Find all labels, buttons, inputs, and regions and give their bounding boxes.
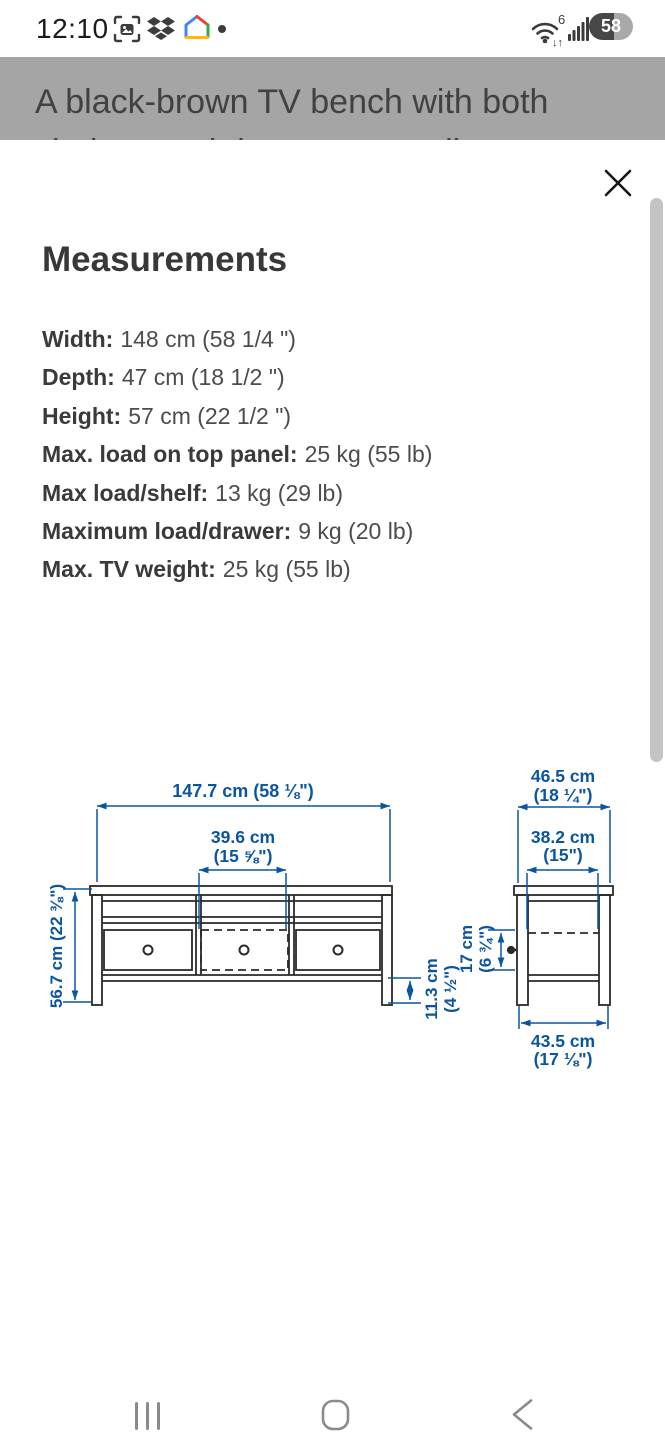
side-drawer-height-label-cm: 17 cm: [457, 924, 476, 974]
spec-value: 13 kg (29 lb): [215, 479, 344, 506]
side-top-depth-label-in: (15"): [543, 845, 583, 865]
spec-value: 25 kg (55 lb): [222, 556, 351, 583]
spec-row-depth: [42, 358, 432, 396]
battery-indicator: 58: [589, 13, 633, 40]
recents-icon: [132, 1401, 163, 1431]
side-base-depth-label-in: (17 ⅛"): [533, 1049, 593, 1069]
spec-label: Max. load on top panel:: [42, 441, 298, 468]
front-leg-clearance-label-in: (4 ½"): [441, 965, 460, 1013]
tv-bench-side-drawing: [508, 886, 613, 1005]
wifi6-icon: [531, 11, 569, 47]
back-icon: [507, 1398, 534, 1431]
svg-text:6: 6: [558, 12, 566, 27]
spec-label: Depth:: [42, 364, 115, 391]
front-overall-height-label: 56.7 cm (22 ⅜"): [47, 883, 66, 1009]
spec-label: Max load/shelf:: [42, 479, 209, 506]
side-base-depth-label-cm: 43.5 cm: [530, 1031, 596, 1051]
measurement-diagram: [0, 760, 665, 1080]
close-icon: [605, 170, 631, 196]
spec-value: 25 kg (55 lb): [304, 441, 433, 468]
spec-list: [42, 320, 432, 589]
front-overall-width-label: 147.7 cm (58 ⅛"): [172, 781, 314, 801]
spec-row-max-load-top: [42, 435, 432, 473]
spec-value: 57 cm (22 1/2 "): [128, 402, 292, 429]
spec-label: Max. TV weight:: [42, 556, 216, 583]
front-drawer-width-label-in: (15 ⅝"): [213, 846, 273, 866]
measurements-sheet: [0, 140, 665, 1440]
side-overall-depth-label-in: (18 ¼"): [533, 785, 593, 805]
scrollbar-thumb[interactable]: [650, 198, 663, 762]
product-description-line1: A black-brown TV bench with both: [35, 83, 549, 121]
notification-dot: [218, 25, 226, 33]
side-overall-depth-label-cm: 46.5 cm: [530, 766, 596, 786]
tv-bench-front-drawing: [90, 886, 392, 1005]
recents-button[interactable]: [130, 1400, 164, 1434]
signal-strength-icon: [568, 15, 590, 41]
modal-backdrop[interactable]: [0, 57, 665, 140]
svg-text:↓↑: ↓↑: [552, 37, 563, 49]
spec-label: Maximum load/drawer:: [42, 518, 292, 545]
google-home-icon: [182, 13, 212, 43]
front-drawer-width-label-cm: 39.6 cm: [210, 827, 276, 847]
status-bar: [0, 0, 665, 57]
side-top-depth-label-cm: 38.2 cm: [530, 827, 596, 847]
spec-row-max-tv-weight: [42, 550, 432, 588]
back-button[interactable]: [505, 1398, 535, 1432]
status-clock: 12:10: [36, 13, 109, 44]
spec-label: Width:: [42, 326, 114, 352]
close-button[interactable]: [604, 170, 632, 198]
spec-value: 148 cm (58 1/4 "): [120, 326, 296, 352]
page-title: Measurements: [42, 240, 288, 279]
front-leg-clearance-label-cm: 11.3 cm: [422, 958, 441, 1020]
home-icon: [321, 1399, 350, 1431]
spec-value: 9 kg (20 lb): [298, 518, 414, 545]
spec-row-max-load-drawer: [42, 512, 432, 550]
navigation-bar: [0, 1350, 665, 1440]
screenshot-icon: [112, 14, 142, 44]
spec-row-height: [42, 397, 432, 435]
spec-label: Height:: [42, 402, 122, 429]
spec-value: 47 cm (18 1/2 "): [121, 364, 285, 391]
dropbox-icon: [146, 14, 176, 44]
home-button[interactable]: [318, 1399, 352, 1433]
spec-row-max-load-shelf: [42, 474, 432, 512]
side-drawer-height-label-in: (6 ¾"): [476, 925, 495, 973]
spec-row-width: [42, 320, 432, 358]
